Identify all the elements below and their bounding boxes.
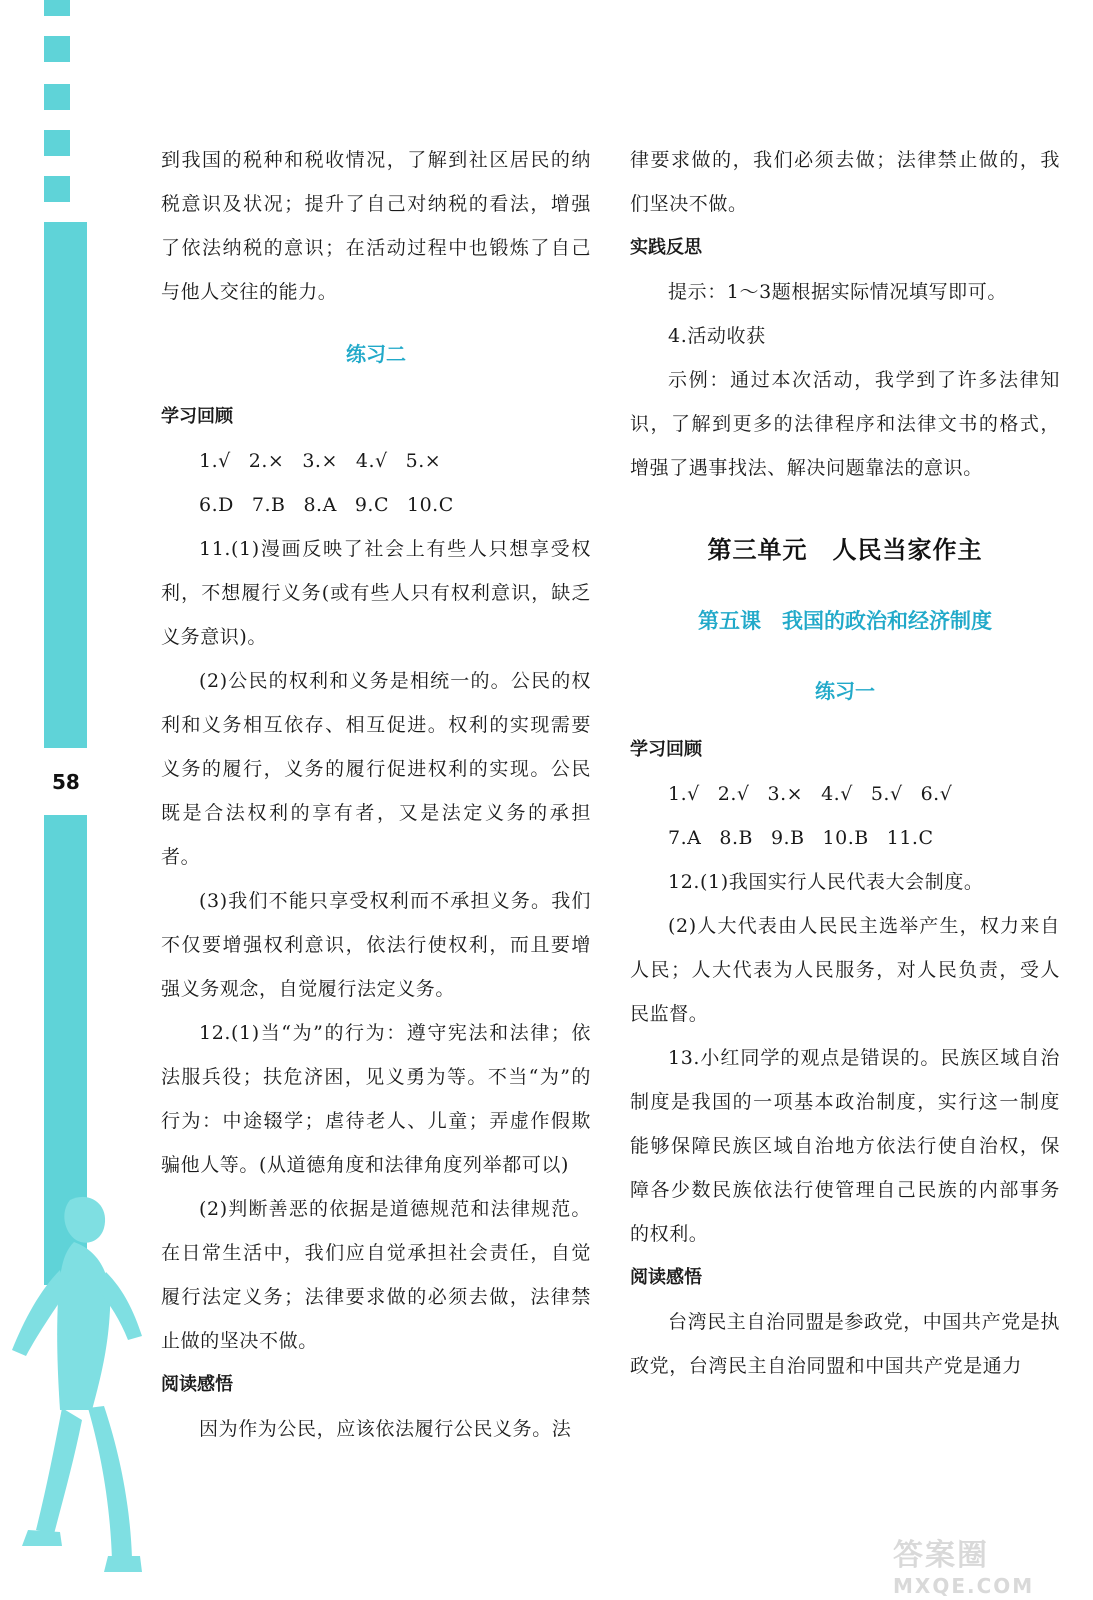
paragraph: 11.(1)漫画反映了社会上有些人只想享受权利，不想履行义务(或有些人只有权利意识，缺乏义务意识)。 bbox=[161, 538, 591, 648]
answer-row: 7.A 8.B 9.B 10.B 11.C bbox=[668, 827, 934, 849]
section-heading: 学习回顾 bbox=[630, 739, 702, 760]
band-dash bbox=[44, 130, 70, 156]
band-dash bbox=[44, 84, 70, 110]
paragraph: 13.小红同学的观点是错误的。民族区域自治制度是我国的一项基本政治制度，实行这一制度能够保障民族区域自治地方依法行使自治权，保障各少数民族依法行使管理自己民族的内部事务的权利。 bbox=[630, 1047, 1060, 1245]
exercise-title: 练习二 bbox=[346, 342, 406, 366]
paragraph: (2)判断善恶的依据是道德规范和法律规范。在日常生活中，我们应自觉承担社会责任，自觉履行法定义务；法律要求做的必须去做，法律禁止做的坚决不做。 bbox=[161, 1198, 591, 1352]
lesson-title: 第五课 我国的政治和经济制度 bbox=[698, 608, 992, 633]
paragraph: 台湾民主自治同盟是参政党，中国共产党是执政党，台湾民主自治同盟和中国共产党是通力 bbox=[630, 1311, 1061, 1377]
section-heading: 学习回顾 bbox=[161, 406, 233, 427]
left-column bbox=[161, 138, 591, 1451]
band-dash bbox=[44, 0, 70, 16]
section-heading: 实践反思 bbox=[630, 237, 702, 258]
paragraph: 示例：通过本次活动，我学到了许多法律知识，了解到更多的法律程序和法律文书的格式，增强了遇事找法、解决问题靠法的意识。 bbox=[630, 369, 1060, 479]
paragraph: 12.(1)我国实行人民代表大会制度。 bbox=[668, 871, 984, 893]
paragraph: 4.活动收获 bbox=[668, 325, 766, 347]
paragraph: (3)我们不能只享受权利而不承担义务。我们不仅要增强权利意识，依法行使权利，而且要增强义务观念，自觉履行法定义务。 bbox=[161, 890, 591, 1000]
exercise-title: 练习一 bbox=[815, 679, 875, 703]
band-dash bbox=[44, 176, 70, 202]
paragraph: 律要求做的，我们必须去做；法律禁止做的，我们坚决不做。 bbox=[630, 149, 1060, 215]
paragraph: (2)公民的权利和义务是相统一的。公民的权利和义务相互依存、相互促进。权利的实现需要义务的履行，义务的履行促进权利的实现。公民既是合法权利的享有者，又是法定义务的承担者。 bbox=[161, 670, 591, 868]
answer-row: 1.√ 2.× 3.× 4.√ 5.× bbox=[199, 450, 442, 472]
paragraph: 12.(1)当“为”的行为：遵守宪法和法律；依法服兵役；扶危济困，见义勇为等。不当“为”的行为：中途辍学；虐待老人、儿童；弄虚作假欺骗他人等。(从道德角度和法律角度列举都可以) bbox=[161, 1022, 591, 1176]
paragraph: 到我国的税种和税收情况，了解到社区居民的纳税意识及状况；提升了自己对纳税的看法，增强了依法纳税的意识；在活动过程中也锻炼了自己与他人交往的能力。 bbox=[161, 149, 591, 303]
section-heading: 阅读感悟 bbox=[630, 1267, 702, 1288]
page-number: 58 bbox=[52, 770, 80, 794]
side-band bbox=[44, 222, 87, 748]
running-boy-figure bbox=[0, 1180, 170, 1600]
paragraph: 因为作为公民，应该依法履行公民义务。法 bbox=[199, 1418, 572, 1440]
right-column bbox=[630, 138, 1060, 1388]
answer-row: 6.D 7.B 8.A 9.C 10.C bbox=[199, 494, 454, 516]
answer-row: 1.√ 2.√ 3.× 4.√ 5.√ 6.√ bbox=[668, 783, 953, 805]
section-heading: 阅读感悟 bbox=[161, 1374, 233, 1395]
unit-title: 第三单元 人民当家作主 bbox=[707, 536, 983, 564]
watermark: 答案圈 MXQE.COM bbox=[893, 1538, 1035, 1598]
paragraph: 提示：1～3题根据实际情况填写即可。 bbox=[668, 281, 1007, 303]
band-dash bbox=[44, 36, 70, 62]
paragraph: (2)人大代表由人民民主选举产生，权力来自人民；人大代表为人民服务，对人民负责，受人民监督。 bbox=[630, 915, 1060, 1025]
